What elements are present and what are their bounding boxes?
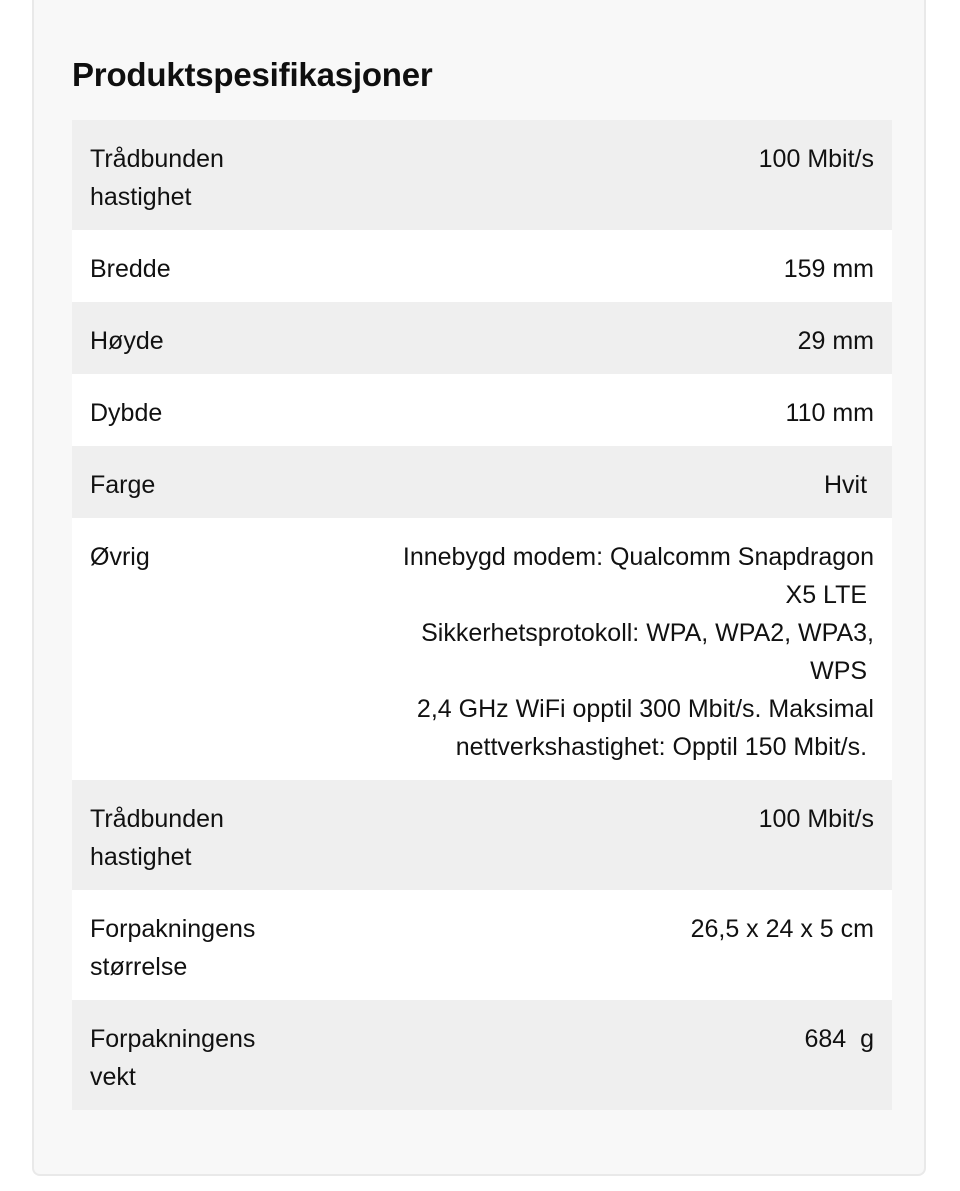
- spec-row-package-weight: [72, 1000, 892, 1110]
- spec-label: Trådbunden hastighet: [72, 120, 312, 230]
- spec-label: Bredde: [72, 230, 312, 302]
- specifications-table: [72, 120, 892, 1110]
- spec-value-line: Sikkerhetsprotokoll: WPA, WPA2, WPA3,: [421, 619, 874, 647]
- spec-value-line: 100 Mbit/s: [758, 805, 874, 833]
- spec-label: Forpakningens vekt: [72, 1000, 312, 1110]
- spec-value: [312, 518, 892, 780]
- spec-value-line: 159 mm: [783, 255, 874, 283]
- spec-row-package-size: [72, 890, 892, 1000]
- spec-value-line: Hvit: [824, 471, 874, 499]
- product-specifications-card: [32, 0, 926, 1176]
- spec-row-wired-speed: [72, 120, 892, 230]
- spec-value: [312, 230, 892, 302]
- spec-value: [312, 780, 892, 890]
- spec-value-line: Innebygd modem: Qualcomm Snapdragon: [402, 543, 874, 571]
- spec-row-color: [72, 446, 892, 518]
- spec-row-depth: [72, 374, 892, 446]
- section-title: Produktspesifikasjoner: [72, 56, 433, 93]
- spec-value-line: X5 LTE: [785, 581, 874, 609]
- spec-value: [312, 446, 892, 518]
- spec-value-line: 26,5 x 24 x 5 cm: [690, 915, 874, 943]
- spec-value-line: WPS: [810, 657, 874, 685]
- spec-value: [312, 1000, 892, 1110]
- spec-value: [312, 890, 892, 1000]
- spec-row-wired-speed-2: [72, 780, 892, 890]
- spec-value-line: 2,4 GHz WiFi opptil 300 Mbit/s. Maksimal: [416, 695, 874, 723]
- spec-label: Dybde: [72, 374, 312, 446]
- spec-value-line: 110 mm: [785, 399, 874, 427]
- spec-label: Forpakningens størrelse: [72, 890, 312, 1000]
- spec-label: Trådbunden hastighet: [72, 780, 312, 890]
- spec-label: Øvrig: [72, 518, 312, 780]
- spec-value-line: 684 g: [804, 1025, 874, 1053]
- spec-row-other: [72, 518, 892, 780]
- spec-value-line: 29 mm: [797, 327, 874, 355]
- spec-value: [312, 120, 892, 230]
- spec-value: [312, 374, 892, 446]
- spec-value: [312, 302, 892, 374]
- spec-row-width: [72, 230, 892, 302]
- spec-value-line: nettverkshastighet: Opptil 150 Mbit/s.: [455, 733, 874, 761]
- spec-row-height: [72, 302, 892, 374]
- spec-value-line: 100 Mbit/s: [758, 145, 874, 173]
- spec-label: Farge: [72, 446, 312, 518]
- spec-label: Høyde: [72, 302, 312, 374]
